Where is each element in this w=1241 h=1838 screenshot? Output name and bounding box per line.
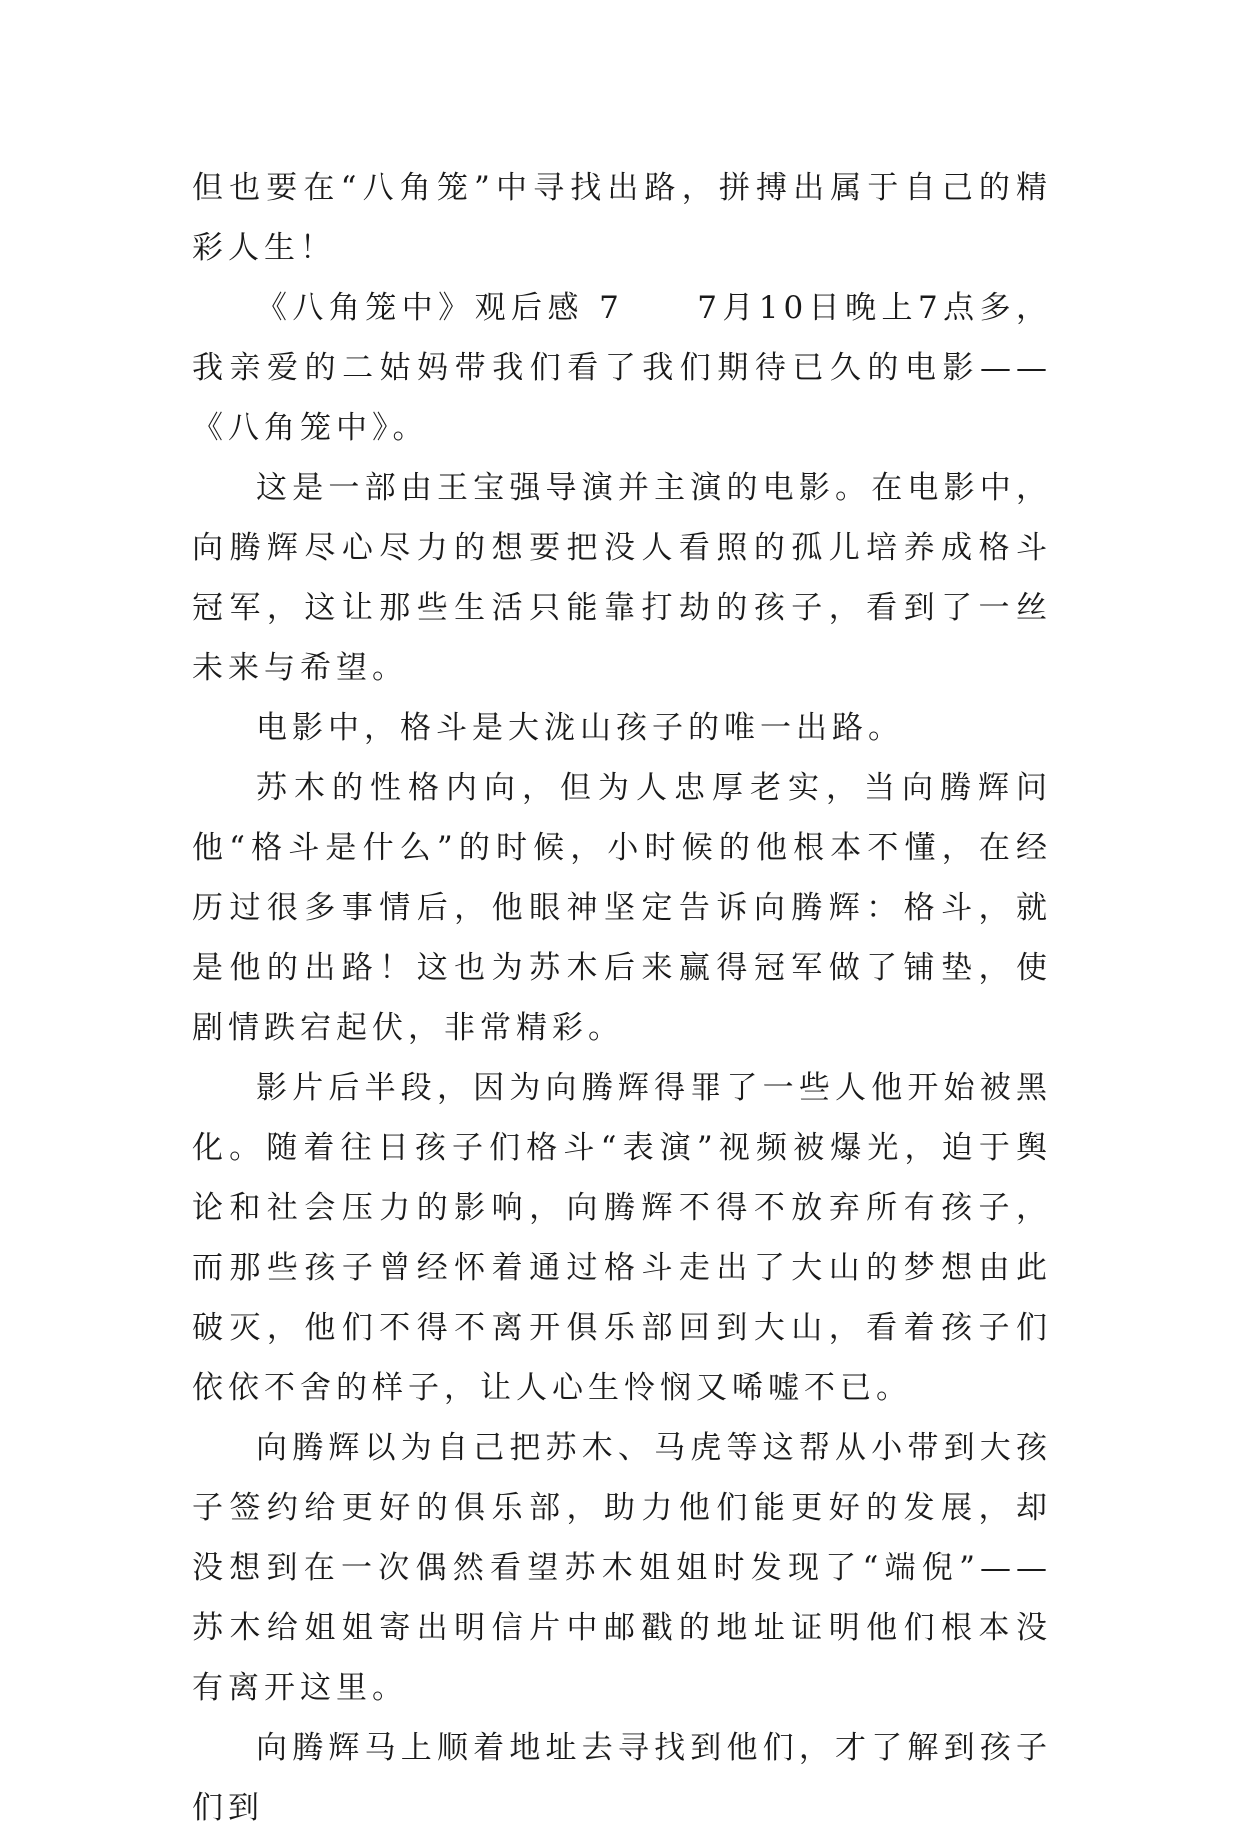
document-body [192,158,1052,1838]
paragraph-clue: 向腾辉以为自己把苏木、马虎等这帮从小带到大孩子签约给更好的俱乐部，助力他们能更好的发展，却没想到在一次偶然看望苏木姐姐时发现了“端倪”——苏木给姐姐寄出明信片中邮戳的地址证明他们根本没有离开这里。 [192,1430,1052,1706]
paragraph-sumu-character: 苏木的性格内向，但为人忠厚老实，当向腾辉问他“格斗是什么”的时候，小时候的他根本不懂，在经历过很多事情后，他眼神坚定告诉向腾辉：格斗，就是他的出路！这也为苏木后来赢得冠军做了铺垫，使剧情跌宕起伏，非常精彩。 [192,770,1052,1046]
paragraph-continuation: 但也要在“八角笼”中寻找出路，拼搏出属于自己的精彩人生！ [192,170,1052,266]
paragraph-second-half: 影片后半段，因为向腾辉得罪了一些人他开始被黑化。随着往日孩子们格斗“表演”视频被爆光，迫于舆论和社会压力的影响，向腾辉不得不放弃所有孩子，而那些孩子曾经怀着通过格斗走出了大山的梦想由此破灭，他们不得不离开俱乐部回到大山，看着孩子们依依不舍的样子，让人心生怜悯又唏嘘不已。 [192,1070,1052,1406]
paragraph-film-intro: 这是一部由王宝强导演并主演的电影。在电影中，向腾辉尽心尽力的想要把没人看照的孤儿培养成格斗冠军，这让那些生活只能靠打劫的孩子，看到了一丝未来与希望。 [192,470,1052,686]
paragraph-only-way-out: 电影中，格斗是大泷山孩子的唯一出路。 [256,710,904,746]
paragraph-review-heading: 《八角笼中》观后感 7 7月10日晚上7点多，我亲爱的二姑妈带我们看了我们期待已久的电影——《八角笼中》。 [192,290,1052,446]
paragraph-search: 向腾辉马上顺着地址去寻找到他们，才了解到孩子们到 [192,1730,1052,1826]
